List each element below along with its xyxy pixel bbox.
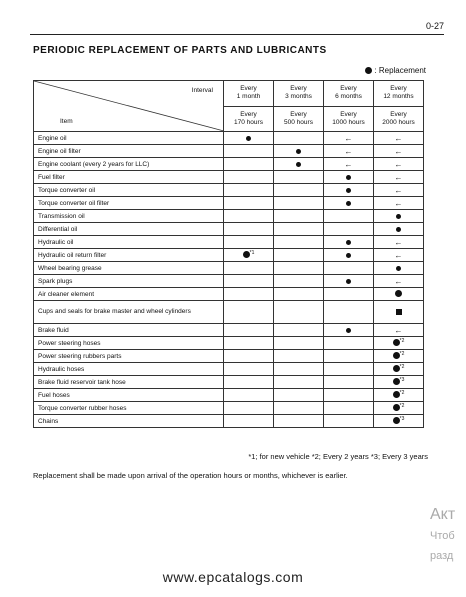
watermark-line-1: Акт bbox=[430, 506, 456, 523]
header-hours-2000: Every 2000 hours bbox=[374, 106, 424, 132]
interval-cell bbox=[224, 236, 274, 249]
table-row bbox=[34, 275, 424, 288]
interval-cell bbox=[224, 132, 274, 145]
interval-cell bbox=[324, 262, 374, 275]
interval-cell bbox=[224, 288, 274, 301]
interval-cell bbox=[374, 197, 424, 210]
interval-cell bbox=[274, 350, 324, 363]
row-item-label: Differential oil bbox=[34, 223, 224, 236]
replacement-dot-icon bbox=[393, 404, 400, 411]
interval-cell bbox=[274, 249, 324, 262]
table-body bbox=[34, 132, 424, 428]
table-row bbox=[34, 236, 424, 249]
continue-arrow-icon: ← bbox=[394, 198, 403, 208]
interval-cell bbox=[224, 184, 274, 197]
interval-cell bbox=[324, 288, 374, 301]
continue-arrow-icon: ← bbox=[344, 133, 353, 143]
continue-arrow-icon: ← bbox=[394, 237, 403, 247]
interval-cell bbox=[274, 415, 324, 428]
interval-cell bbox=[274, 158, 324, 171]
footnote-ref: *3 bbox=[399, 416, 405, 423]
interval-cell bbox=[374, 145, 424, 158]
interval-cell bbox=[274, 184, 324, 197]
interval-cell bbox=[324, 236, 374, 249]
replacement-dot-icon bbox=[393, 378, 400, 385]
row-item-label: Wheel bearing grease bbox=[34, 262, 224, 275]
table-row bbox=[34, 301, 424, 324]
interval-cell bbox=[274, 197, 324, 210]
header-months-12: Every 12 months bbox=[374, 81, 424, 107]
replacement-dot-icon bbox=[346, 188, 351, 193]
row-item-label: Engine coolant (every 2 years for LLC) bbox=[34, 158, 224, 171]
interval-cell bbox=[274, 275, 324, 288]
interval-cell bbox=[374, 363, 424, 376]
table-row bbox=[34, 324, 424, 337]
replacement-dot-icon bbox=[396, 214, 401, 219]
row-item-label: Engine oil bbox=[34, 132, 224, 145]
interval-cell bbox=[324, 337, 374, 350]
continue-arrow-icon: ← bbox=[394, 185, 403, 195]
continue-arrow-icon: ← bbox=[344, 159, 353, 169]
interval-cell bbox=[224, 350, 274, 363]
interval-cell bbox=[324, 158, 374, 171]
interval-cell bbox=[374, 275, 424, 288]
header-months-6: Every 6 months bbox=[324, 81, 374, 107]
interval-cell bbox=[374, 402, 424, 415]
replacement-dot-icon bbox=[393, 417, 400, 424]
table-row bbox=[34, 223, 424, 236]
table-row bbox=[34, 145, 424, 158]
row-item-label: Hydraulic oil bbox=[34, 236, 224, 249]
interval-cell bbox=[224, 210, 274, 223]
interval-cell bbox=[324, 184, 374, 197]
row-item-label: Chains bbox=[34, 415, 224, 428]
interval-cell bbox=[374, 389, 424, 402]
table-row bbox=[34, 288, 424, 301]
continue-arrow-icon: ← bbox=[394, 146, 403, 156]
footnote-ref: *2 bbox=[399, 364, 405, 371]
row-item-label: Fuel filter bbox=[34, 171, 224, 184]
replacement-dot-icon bbox=[296, 149, 301, 154]
interval-cell bbox=[274, 402, 324, 415]
replacement-dot-icon bbox=[393, 365, 400, 372]
interval-cell bbox=[274, 210, 324, 223]
replacement-dot-icon bbox=[395, 290, 402, 297]
interval-cell bbox=[274, 337, 324, 350]
interval-cell bbox=[374, 301, 424, 324]
interval-cell bbox=[274, 145, 324, 158]
interval-cell bbox=[224, 275, 274, 288]
replacement-note: Replacement shall be made upon arrival of the operation hours or months, whichever is earlier. bbox=[33, 471, 348, 480]
table-row bbox=[34, 171, 424, 184]
row-item-label: Brake fluid bbox=[34, 324, 224, 337]
interval-cell bbox=[374, 376, 424, 389]
interval-cell bbox=[324, 376, 374, 389]
site-url: www.epcatalogs.com bbox=[162, 569, 304, 585]
header-hours-170: Every 170 hours bbox=[224, 106, 274, 132]
replacement-dot-icon bbox=[246, 136, 251, 141]
table-row bbox=[34, 262, 424, 275]
replacement-dot-icon bbox=[296, 162, 301, 167]
interval-cell bbox=[224, 337, 274, 350]
interval-cell bbox=[274, 389, 324, 402]
interval-cell bbox=[224, 197, 274, 210]
page-title: PERIODIC REPLACEMENT OF PARTS AND LUBRICANTS bbox=[33, 45, 327, 56]
row-item-label: Hydraulic hoses bbox=[34, 363, 224, 376]
replacement-dot-icon bbox=[346, 240, 351, 245]
interval-cell bbox=[324, 324, 374, 337]
row-item-label: Transmission oil bbox=[34, 210, 224, 223]
table-row bbox=[34, 389, 424, 402]
row-item-label: Fuel hoses bbox=[34, 389, 224, 402]
interval-cell bbox=[274, 223, 324, 236]
interval-cell bbox=[274, 262, 324, 275]
watermark-line-3: разд bbox=[430, 550, 454, 562]
table-row bbox=[34, 249, 424, 262]
replacement-dot-icon bbox=[346, 328, 351, 333]
interval-cell bbox=[374, 184, 424, 197]
footnote-ref: *2 bbox=[399, 338, 405, 345]
replacement-dot-icon bbox=[243, 251, 250, 258]
interval-cell bbox=[374, 288, 424, 301]
interval-cell bbox=[274, 376, 324, 389]
row-item-label: Torque converter oil bbox=[34, 184, 224, 197]
replacement-dot-icon bbox=[346, 175, 351, 180]
interval-cell bbox=[324, 389, 374, 402]
interval-cell bbox=[324, 301, 374, 324]
interval-cell bbox=[224, 376, 274, 389]
interval-cell bbox=[324, 197, 374, 210]
interval-cell bbox=[324, 171, 374, 184]
row-item-label: Brake fluid reservoir tank hose bbox=[34, 376, 224, 389]
table-row bbox=[34, 350, 424, 363]
interval-cell bbox=[374, 350, 424, 363]
replacement-dot-icon bbox=[396, 227, 401, 232]
row-item-label: Spark plugs bbox=[34, 275, 224, 288]
row-item-label: Torque converter oil filter bbox=[34, 197, 224, 210]
replacement-square-icon bbox=[396, 309, 402, 315]
interval-label: Interval bbox=[191, 87, 213, 94]
continue-arrow-icon: ← bbox=[344, 146, 353, 156]
replacement-dot-icon bbox=[346, 201, 351, 206]
header-rule bbox=[30, 34, 444, 35]
interval-cell bbox=[324, 363, 374, 376]
continue-arrow-icon: ← bbox=[394, 325, 403, 335]
interval-cell bbox=[274, 324, 324, 337]
replacement-dot-icon bbox=[396, 266, 401, 271]
interval-cell bbox=[274, 236, 324, 249]
interval-cell bbox=[374, 236, 424, 249]
interval-cell bbox=[324, 132, 374, 145]
interval-cell bbox=[374, 210, 424, 223]
interval-cell bbox=[324, 249, 374, 262]
footnote: *1; for new vehicle *2; Every 2 years *3; Every 3 years bbox=[248, 452, 428, 461]
interval-cell bbox=[274, 288, 324, 301]
interval-cell bbox=[324, 223, 374, 236]
table-row bbox=[34, 337, 424, 350]
table-row bbox=[34, 184, 424, 197]
table-row bbox=[34, 415, 424, 428]
interval-cell bbox=[224, 363, 274, 376]
replacement-dot-icon bbox=[393, 352, 400, 359]
header-corner bbox=[34, 81, 224, 132]
row-item-label: Air cleaner element bbox=[34, 288, 224, 301]
table-row bbox=[34, 197, 424, 210]
interval-cell bbox=[324, 350, 374, 363]
footnote-ref: *2 bbox=[399, 351, 405, 358]
interval-cell bbox=[224, 389, 274, 402]
row-item-label: Torque converter rubber hoses bbox=[34, 402, 224, 415]
interval-cell bbox=[324, 210, 374, 223]
row-item-label: Cups and seals for brake master and wheel cylinders bbox=[34, 301, 224, 324]
interval-cell bbox=[274, 171, 324, 184]
replacement-dot-icon bbox=[393, 391, 400, 398]
interval-cell bbox=[224, 415, 274, 428]
interval-cell bbox=[374, 249, 424, 262]
interval-cell bbox=[274, 301, 324, 324]
interval-cell bbox=[324, 275, 374, 288]
interval-cell bbox=[374, 324, 424, 337]
table-row bbox=[34, 132, 424, 145]
row-item-label: Power steering rubbers parts bbox=[34, 350, 224, 363]
interval-cell bbox=[324, 145, 374, 158]
footnote-ref: *1 bbox=[249, 250, 255, 257]
table-row bbox=[34, 376, 424, 389]
interval-cell bbox=[374, 262, 424, 275]
continue-arrow-icon: ← bbox=[394, 172, 403, 182]
header-months-1: Every 1 month bbox=[224, 81, 274, 107]
interval-cell bbox=[224, 171, 274, 184]
replacement-dot-icon bbox=[365, 67, 372, 74]
table-row bbox=[34, 158, 424, 171]
interval-cell bbox=[224, 249, 274, 262]
continue-arrow-icon: ← bbox=[394, 250, 403, 260]
header-hours-1000: Every 1000 hours bbox=[324, 106, 374, 132]
replacement-dot-icon bbox=[346, 279, 351, 284]
continue-arrow-icon: ← bbox=[394, 159, 403, 169]
continue-arrow-icon: ← bbox=[394, 276, 403, 286]
footnote-ref: *3 bbox=[399, 377, 405, 384]
interval-cell bbox=[274, 363, 324, 376]
page-number: 0-27 bbox=[425, 21, 444, 31]
interval-cell bbox=[324, 402, 374, 415]
interval-cell bbox=[374, 223, 424, 236]
row-item-label: Engine oil filter bbox=[34, 145, 224, 158]
table-row bbox=[34, 402, 424, 415]
interval-cell bbox=[224, 402, 274, 415]
table-row bbox=[34, 210, 424, 223]
row-item-label: Power steering hoses bbox=[34, 337, 224, 350]
watermark-line-2: Чтоб bbox=[430, 530, 455, 542]
table-row bbox=[34, 363, 424, 376]
interval-cell bbox=[224, 324, 274, 337]
legend bbox=[365, 66, 426, 75]
replacement-table bbox=[33, 80, 424, 428]
legend-label: : Replacement bbox=[374, 66, 426, 75]
interval-cell bbox=[224, 301, 274, 324]
interval-cell bbox=[224, 262, 274, 275]
header-hours-500: Every 500 hours bbox=[274, 106, 324, 132]
interval-cell bbox=[224, 223, 274, 236]
interval-cell bbox=[274, 132, 324, 145]
interval-cell bbox=[374, 171, 424, 184]
interval-cell bbox=[374, 337, 424, 350]
continue-arrow-icon: ← bbox=[394, 133, 403, 143]
row-item-label: Hydraulic oil return filter bbox=[34, 249, 224, 262]
interval-cell bbox=[324, 415, 374, 428]
interval-cell bbox=[374, 158, 424, 171]
interval-cell bbox=[224, 145, 274, 158]
replacement-dot-icon bbox=[346, 253, 351, 258]
footnote-ref: *2 bbox=[399, 390, 405, 397]
item-label: Item bbox=[60, 118, 73, 125]
interval-cell bbox=[224, 158, 274, 171]
interval-cell bbox=[374, 132, 424, 145]
interval-cell bbox=[374, 415, 424, 428]
replacement-dot-icon bbox=[393, 339, 400, 346]
header-months-3: Every 3 months bbox=[274, 81, 324, 107]
footnote-ref: *2 bbox=[399, 403, 405, 410]
